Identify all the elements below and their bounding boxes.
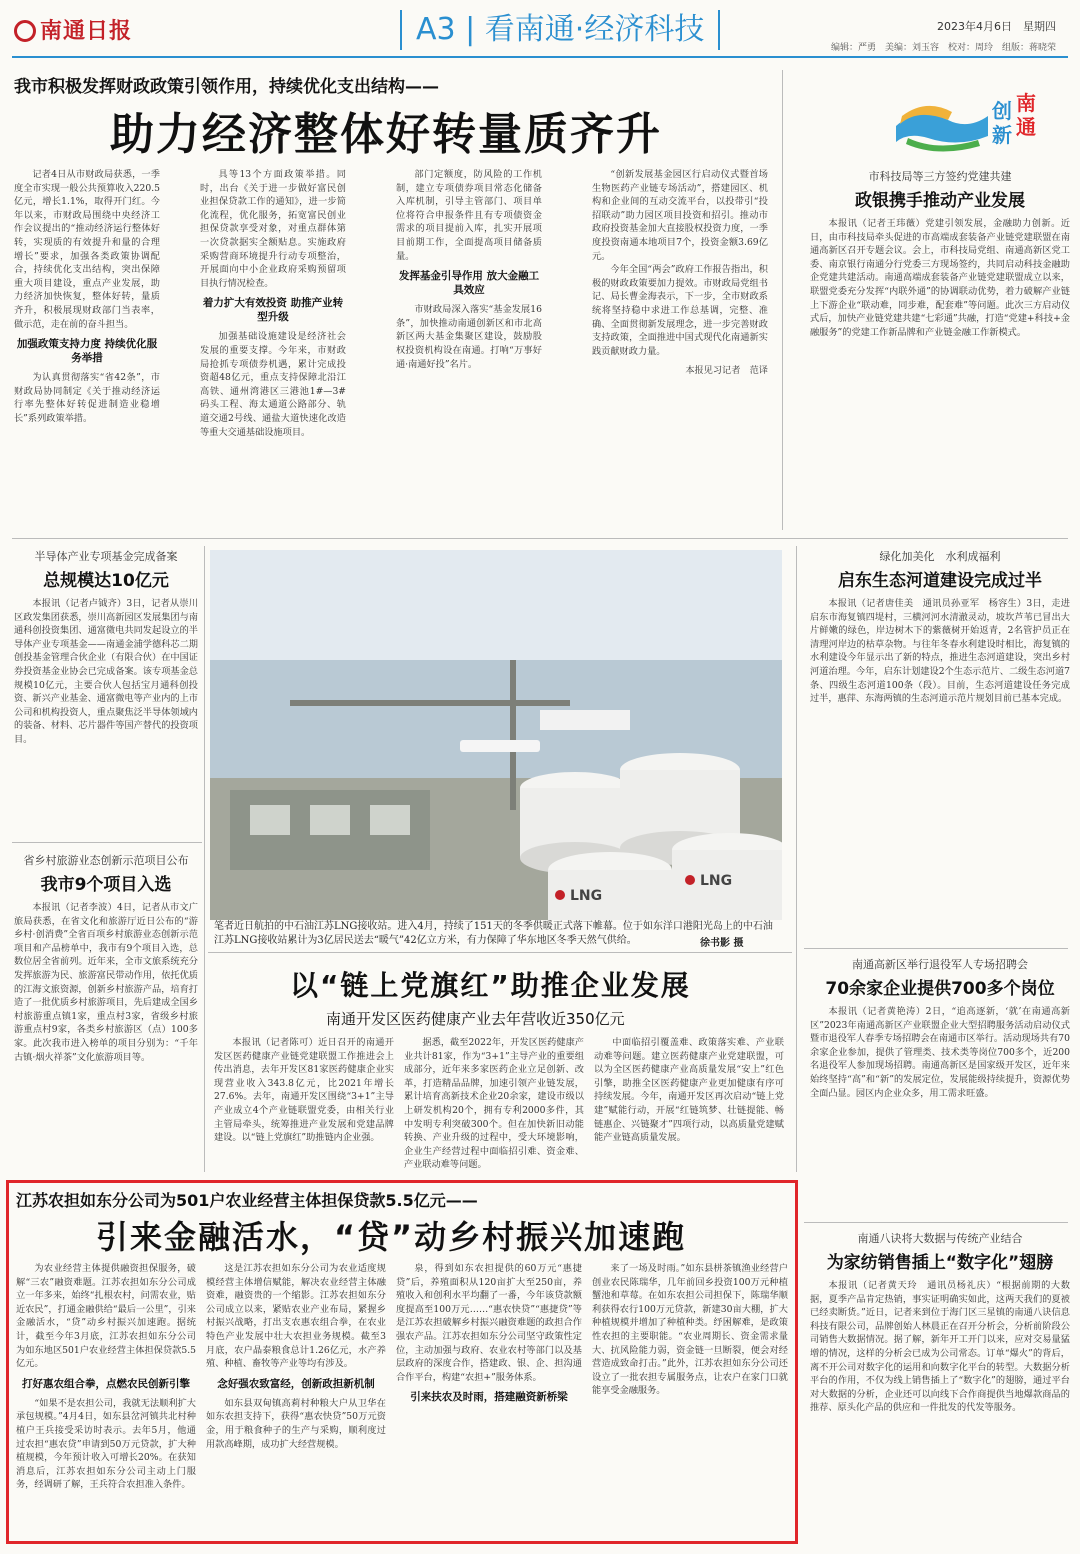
lead-paragraph: “创新发展基金园区行启动仪式暨首场生物医药产业链专场活动”，搭建园区、机构和企业间的互动交流平台，以投带引“投招联动”助力园区项目投资和招引。推动市政府投资基金加大直接股权投资力度，一季度投资南通本地项目7个，投资金额3.69亿元。 [592,169,768,262]
header-rule [12,56,1068,58]
party-paragraph: 中面临招引覆盖难、政策落实难、产业联动难等问题。建立医药健康产业党建联盟，可以为全区医药健康产业高质量发展“安上”红色引擎，助推全区医药健康产业更加健康有序可持续发展。今年，南通开发区再次启动“链上党建”赋能行动，开展“红链筑梦、壮链提能、畅链惠企、兴链聚才”四项行动，以高质量党建赋能产业链高质量发展。 [594,1037,784,1144]
photo-caption: 笔者近日航拍的中石油江苏LNG接收站。进入4月，持续了151天的冬季供暖正式落下帷幕。位于如东洋口港阳光岛上的中石油江苏LNG接收站累计为3亿居民送去“暖气”42亿立方米，有力保障了华东地区冬季天然气供给。 [214,921,773,946]
creative-nantong-logo [888,86,1038,158]
highlight-column-3 [396,1262,582,1538]
story-rural-tourism [14,852,198,1170]
lead-paragraph: 部门定额度，防风险的工作机制，建立专项债券项目常态化储备入库机制，引导主管部门、项目单位将符合申报条件且有专项债资金需求的项目提前入库，扎实开展项目前期工作，全面提高项目储备质量。 [396,169,542,262]
party-column-1 [214,1036,394,1170]
page-section-label: A3 | 看南通·经济科技 [400,10,720,50]
brand-char-1: 创 [992,99,1012,123]
lead-byline: 本报见习记者 范译 [685,365,768,377]
lead-column-2 [200,168,346,508]
lng-terminal-photo [210,550,782,920]
highlight-subhead-2: 念好强农致富经，创新政担新机制 [217,1377,375,1390]
story-body: 本报讯（记者黄艳涛）2日，“追高逐新，‘就’在南通高新区”2023年南通高新区产业联盟企业大型招聘服务活动启动仪式暨市退役军人春季专场招聘会在南通市区举行。活动现场共有70余家企业参加，提供了管理类、技术类等岗位700多个，近200名退役军人参加现场招聘。南通高新区是国家级开发区，近年来始终坚持“高”和“新”的发展定位，发展能级持续提升，资源优势全面凸显。园区内企业众多，用工需求旺盛。 [810,1006,1070,1099]
story-title: 政银携手推动产业发展 [855,191,1025,211]
lead-paragraph: 具等13个方面政策举措。同时，出台《关于进一步做好富民创业担保贷款工作的通知》，进一步简化流程，优化服务，拓宽富民创业担保贷款享受对象，对重点群体第一次贷款据实全额贴息。实施政府采购营商环境提升行动专项整治，开展面向中小企业政府采购预留项目执行情况检查。 [200,169,346,289]
masthead [0,0,1080,60]
story-kicker: 省乡村旅游业态创新示范项目公布 [23,854,189,867]
highlight-paragraph: 来了一场及时雨。”如东县栟茶镇渔业经营户创业农民陈瑞华，几年前回乡投资100万元种植蟹池和草莓。在如东农担公司担保下，陈瑞华顺利获得农行100万元贷款，新建30亩大棚，扩大种植规模并增加了种植种类。纾困解难，是政策性农担的主要职能。“农业周期长、资金需求量大、抗风险能力弱，资金链一旦断裂，便会对经营造成致命打击。”此外，江苏农担如东分公司还设立了一批农担专属服务点，让农户在家门口就能享受金融服务。 [592,1263,788,1397]
party-paragraph: 本报讯（记者陈可）近日召开的南通开发区医药健康产业链党建联盟工作推进会上传出消息，去年开发区81家医药健康企业实现营业收入343.8亿元，比2021年增长27.6%。去年，南通开发区围绕“3+1”主导产业成立4个产业链联盟党委，由相关行业主管局牵头，统筹推进产业发展和党建品牌建设。以“链上党旗红”助推链内企业强。 [214,1037,394,1144]
highlight-kicker: 江苏农担如东分公司为501户农业经营主体担保贷款5.5亿元—— [16,1191,478,1210]
highlight-paragraph: 泉，得到如东农担提供的60万元“惠捷贷”后，养殖面积从120亩扩大至250亩，养殖收入和创利水平均翻了一番，今年该贷款额度提高至100万元……“惠农快贷”“惠捷贷”等是江苏农担破解乡村振兴融资难题的政担合作强农产品。江苏农担如东分公司坚守政策性定位，主动加强与政府、农业农村等部门以及基层政府的深度合作，搭建政、银、企、担沟通合作平台，构建“农担+”服务体系。 [396,1263,582,1383]
lead-paragraph: 市财政局深入落实“基金发展16条”，加快推动南通创新区和市北高新区两大基金集聚区建设，鼓励股权投资机构设在南通。打响“万事好通·南通好投”名片。 [396,304,542,370]
highlight-subhead-3: 引来扶农及时雨，搭建融资新桥梁 [410,1391,568,1404]
section-divider [208,952,792,953]
party-column-2 [404,1036,584,1170]
lead-column-1 [14,168,160,508]
lead-paragraph: 记者4日从市财政局获悉，一季度全市实现一般公共预算收入220.5亿元，增长1.1%，取得开门红。今年以来，市财政局围绕中央经济工作会议提出的“推动经济运行整体好转，实现质的有效提升和量的合理增长”要求，加强各类政策协调配合，持续优化支出结构，突出保障重大项目建设，重点产业发展，助力经济加快恢复，整体好转，量质齐升，积极展现财政部门当表率，做示范，走在前的奋斗担当。 [14,169,160,330]
story-party-building [810,168,1070,528]
story-body: 本报讯（记者唐佳美 通讯员孙亚军 杨容生）3日，走进启东市海复镇四堤村，三横河河水清澈灵动，坡坎芦苇已冒出大片鲜嫩的绿色，岸边树木下的紫薇树开始返青，2名管护员正在清理河岸边的枯草杂物。与往年冬春水利建设时相比，海复镇的水利建设今年显示出了新的特点，推进生态河道建设，突出乡村河道治理。今年，启东计划建设2个生态示范片、二级生态河道7条、四级生态河道100条（段）。目前，生态河道建设任务完成过半，惠萍、东海两镇的生态河道示范片规划目前已基本完成。 [810,598,1070,705]
newspaper-logo [14,14,132,45]
story-veteran-jobs [810,956,1070,1214]
section-divider [804,948,1068,949]
brand-char-4: 通 [1016,115,1036,139]
logo-mark-icon [14,20,36,42]
story-kicker: 市科技局等三方签约党建共建 [868,170,1012,183]
story-digital-textiles [810,1230,1070,1544]
story-title: 为家纺销售插上“数字化”翅膀 [826,1253,1054,1273]
story-eco-river [810,548,1070,918]
brand-char-2: 新 [992,123,1012,147]
party-subtitle: 南通开发区医药健康产业去年营收近350亿元 [326,1010,625,1028]
highlight-paragraph: 这是江苏农担如东分公司为农业适度规模经营主体增信赋能，解决农业经营主体融资难，融资贵的一个缩影。江苏农担如东分公司成立以来，紧贴农业产业布局，紧握乡村振兴战略，打出支农惠农组合拳，在农业特色产业发展中壮大农担业务规模。截至3月底，农户晶泰粮食总计1.26亿元，水产养殖、种植、畜牧等产业等均有涉及。 [206,1263,386,1370]
lead-column-4 [592,168,768,518]
photo-credit: 徐书影 摄 [700,938,744,949]
story-title: 70余家企业提供700多个岗位 [825,979,1055,999]
story-body: 本报讯（记者王玮薇）党建引领发展，金融助力创新。近日，由市科技局牵头促进的市高端成套装备产业链党建联盟在南通高新区召开专题会议。会上，市科技局党组、南通高新区党工委、南京银行南通分行党委三方现场签约，共同启动科技金融助企党建共建活动。南通高端成套装备产业链党建联盟成立以来，联盟党委充分发挥“内联外通”的协调联动优势，着力破解产业链上下游企业“联动难，同步难，配套难”等问题。此次三方启动仪式后，加快产业链党建共建“七彩通”共融，打造“党建+科技+金融服务”的党建工作新品牌和产业链金融工作新模式。 [810,218,1070,338]
party-column-3 [594,1036,784,1170]
dateline: 2023年4月6日 星期四 [937,20,1056,33]
story-kicker: 半导体产业专项基金完成备案 [34,550,178,563]
story-title: 启东生态河道建设完成过半 [838,571,1042,591]
section-divider [804,1222,1068,1223]
party-headline: 以“链上党旗红”助推企业发展 [290,969,691,1002]
highlight-paragraph: 为农业经营主体提供融资担保服务，破解“三农”融资难题。江苏农担如东分公司成立一年多来，始终“扎根农村，问需农业，贴近农民”，打通金融供给“最后一公里”，引来金融活水，“贷”动乡村振兴加速跑。据统计，截至今年3月底，江苏农担如东分公司为如东地区501户农业经营主体担保贷款5.5亿元。 [16,1263,196,1370]
lead-headline: 助力经济整体好转量质齐升 [110,109,662,160]
story-semiconductor-fund [14,548,198,838]
column-divider [782,70,783,530]
column-divider [204,546,205,1172]
photo-illustration [210,550,782,920]
highlight-column-1 [16,1262,196,1538]
story-body: 本报讯（记者卢钺齐）3日，记者从崇川区政发集团获悉，崇川高新园区发展集团与南通科创投资集团、通富微电共同发起设立的半导体产业专项基金——南通金浦学德科芯二期创投基金管理合伙企业（有限合伙）在中国证券投资基金业协会已完成备案。该专项基金总规模10亿元，主要合伙人包括宝月通科创投资、新兴产业基金、通富微电等产业内的上市公司和机构投资人，重点聚焦泛半导体领域内的装备、材料、芯片器件等国产替代的投资项目。 [14,598,198,745]
story-title: 总规模达10亿元 [43,571,169,591]
lead-subhead-1: 加强政策支持力度 持续优化服务举措 [16,338,158,365]
story-kicker: 南通八诀将大数据与传统产业结合 [857,1232,1023,1245]
lead-paragraph: 为认真贯彻落实“省42条”，市财政局协同制定《关于推动经济运行率先整体好转促进制造业稳增长”系列政策举措。 [14,372,160,424]
lead-paragraph: 今年全国“两会”政府工作报告指出，积极的财政政策要加力提效。市财政局党组书记、局长曹金海表示，下一步，全市财政系统将坚持稳中求进工作总基调，完整、准确、全面贯彻新发展理念，进一步完善财政支持政策，全面推进中国式现代化南通新实践贡献财政力量。 [592,264,768,357]
lead-column-3 [396,168,542,508]
story-body: 本报讯（记者黄天玲 通讯员杨礼庆）“根据前期的大数据，夏季产品肯定热销，事实证明确实如此，这两天我们的夏被已经卖断货。”近日，记者来到位于海门区三星镇的南通八诀信息科技有限公司，品牌创始人林晨正在召开分析会，分析前阶段公司销售大数据情况。据了解，新年开工开门以来，应对交易量猛增的情况，这样的分析会已成为公司常态。订单“爆火”的背后，离不开公司对数字化的运用和向数字化平台的转型。大数据分析平台的作用，不仅为线上销售插上了“数字化”的翅膀，通过平台对大数据的分析，企业还可以向线下合作商提供当地爆款商品的推荐、原头化产品的供应和一件批发的代发等服务。 [810,1280,1070,1414]
lead-kicker: 我市积极发挥财政政策引领作用，持续优化支出结构—— [14,77,439,97]
highlight-column-2 [206,1262,386,1538]
highlight-column-4 [592,1262,788,1538]
tank-label: LNG [700,873,733,889]
highlight-paragraph: 如东县双甸镇高莉村种粮大户从卫华在如东农担支持下，获得“惠农快贷”50万元资金，用于粮食种子的生产与采购，顺利度过用款高峰期，成功扩大经营规模。 [206,1397,386,1450]
story-title: 我市9个项目入选 [40,875,172,895]
lead-subhead-2: 着力扩大有效投资 助推产业转型升级 [202,297,344,324]
story-kicker: 南通高新区举行退役军人专场招聘会 [852,958,1028,971]
brand-char-3: 南 [1016,91,1036,115]
lead-subhead-3: 发挥基金引导作用 放大金融工具效应 [398,270,540,297]
story-kicker: 绿化加美化 水利成福利 [879,550,1001,563]
tank-label: LNG [570,888,603,904]
editor-credits: 编辑：严勇 美编：刘玉容 校对：周玲 组版：蒋晓荣 [830,43,1056,53]
story-body: 本报讯（记者李波）4日，记者从市文广旅局获悉，在省文化和旅游厅近日公布的“游乡村·创消费”全省百项乡村旅游业态创新示范项目和产品榜单中，我市有9个项目入选，总数位居全省前列。近年来，全市文旅系统充分发挥旅游为民、旅游富民带动作用，依托优质的江海文旅资源，创新乡村旅游产品，培育打造了一批优质乡村旅游项目，先后建成全国乡村旅游重点镇1家，重点村3家，省级乡村旅游重点村9家，各类乡村旅游区（点）100多家。此次我市进入榜单的项目分别为：“千年古镇·烟火祥茶”文化旅游项目等。 [14,902,198,1063]
lead-paragraph: 加强基础设施建设是经济社会发展的重要支撑。今年来，市财政局抢抓专项债券机遇，累计完成投资超48亿元，重点支持保障北沿江高铁、通州湾港区三港池1#—3#码头工程、海太通道公路部分、轨道交通2号线、通盐大道快速化改造等重大交通基础设施项目。 [200,331,346,438]
section-divider [12,842,202,843]
section-divider [12,538,1068,539]
highlight-subhead-1: 打好惠农组合拳，点燃农民创新引擎 [22,1377,190,1390]
highlight-paragraph: “如果不是农担公司，我就无法顺利扩大承包规模。”4月4日，如东县岔河镇共北村种植户王兵接受采访时表示。去年5月，他通过农担“惠农贷”申请到50万元贷款，扩大种植规模，今年预计收入可增长20%。在获知消息后，江苏农担如东分公司主动上门服务，经调研了解，王兵符合农担准入条件。 [16,1397,196,1491]
highlight-headline: 引来金融活水，“贷”动乡村振兴加速跑 [96,1218,687,1256]
logo-text: 南通日报 [40,18,133,44]
column-divider [796,546,797,1172]
party-paragraph: 据悉，截至2022年，开发区医药健康产业共计81家，作为“3+1”主导产业的重要组成部分，近年来多家医药企业立足创新、改革，打造精品品牌，加速引领产业链发展，累计培育高新技术企业20余家，建设市级以上研发机构20个，拥有专利2000多件，其中发明专利突破300个。但在加快新旧动能转换、产业升级的过程中，受大环境影响，企业生产经营过程中面临招引难、资金难、产业联动难等问题。 [404,1037,584,1170]
